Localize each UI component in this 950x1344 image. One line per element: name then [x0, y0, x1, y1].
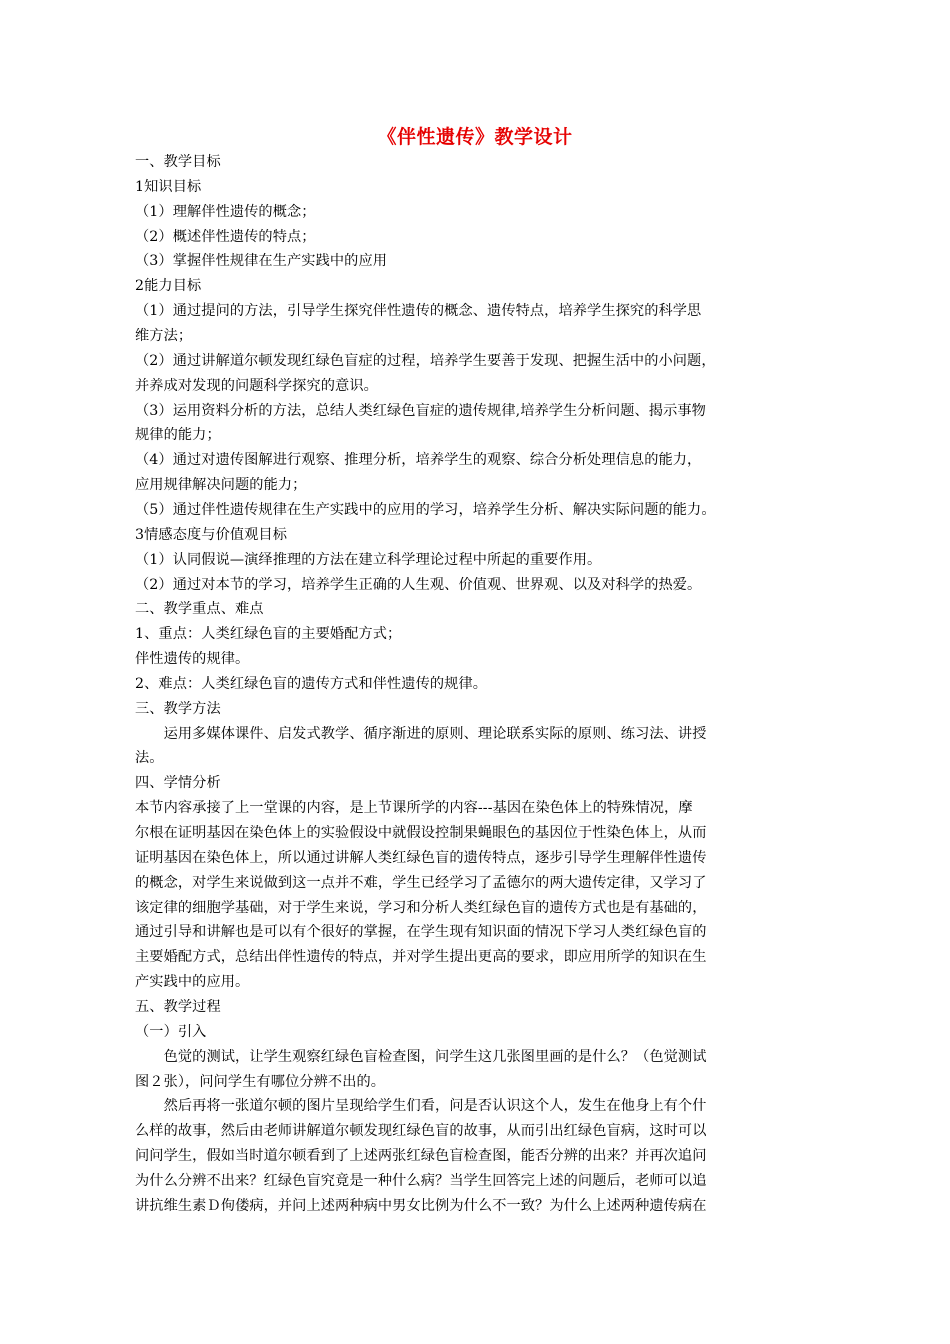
- text-line: （2）通过对本节的学习，培养学生正确的人生观、价值观、世界观、以及对科学的热爱。: [135, 576, 702, 593]
- text-line: （一）引入: [135, 1023, 207, 1040]
- text-line: 五、教学过程: [135, 998, 221, 1015]
- text-line: 为什么分辨不出来？红绿色盲究竟是一种什么病？当学生回答完上述的问题后，老师可以追: [135, 1172, 707, 1189]
- text-line: 伴性遗传的规律。: [135, 651, 250, 667]
- text-line: 尔根在证明基因在染色体上的实验假设中就假设控制果蝇眼色的基因位于性染色体上，从而: [135, 825, 707, 841]
- text-line: 问问学生，假如当时道尔顿看到了上述两张红绿色盲检查图，能否分辨的出来？并再次追问: [135, 1148, 707, 1164]
- text-line: （3）掌握伴性规律在生产实践中的应用: [135, 253, 388, 270]
- text-line: （1）认同假说—演绎推理的方法在建立科学理论过程中所起的重要作用。: [135, 551, 602, 568]
- text-line: 么样的故事，然后由老师讲解道尔顿发现红绿色盲的故事，从而引出红绿色盲病，这时可以: [135, 1123, 707, 1140]
- text-line: 二、教学重点、难点: [135, 601, 264, 618]
- text-line: 一、教学目标: [135, 154, 221, 170]
- text-line: 产实践中的应用。: [135, 974, 250, 991]
- text-line: 3情感态度与价值观目标: [135, 526, 288, 543]
- text-line: 图２张），问问学生有哪位分辨不出的。: [135, 1073, 386, 1090]
- text-line: （1）理解伴性遗传的概念；: [135, 203, 316, 220]
- text-line: 规律的能力；: [135, 427, 221, 444]
- text-line: 四、学情分析: [135, 775, 221, 792]
- text-line: 法。: [135, 750, 164, 767]
- text-line: 应用规律解决问题的能力；: [135, 477, 307, 494]
- text-line: （2）概述伴性遗传的特点；: [135, 228, 316, 245]
- text-line: 维方法；: [135, 328, 193, 344]
- text-line: 证明基因在染色体上，所以通过讲解人类红绿色盲的遗传特点，逐步引导学生理解伴性遗传: [135, 849, 707, 866]
- text-line: 色觉的测试，让学生观察红绿色盲检查图，问学生这几张图里画的是什么？（色觉测试: [135, 1048, 707, 1065]
- text-line: 并养成对发现的问题科学探究的意识。: [135, 377, 378, 394]
- text-line: 2、难点：人类红绿色盲的遗传方式和伴性遗传的规律。: [135, 675, 488, 692]
- text-line: 主要婚配方式，总结出伴性遗传的特点，并对学生提出更高的要求，即应用所学的知识在生: [135, 949, 707, 966]
- text-line: （4）通过对遗传图解进行观察、推理分析，培养学生的观察、综合分析处理信息的能力，: [135, 452, 702, 469]
- text-line: 1知识目标: [135, 178, 202, 195]
- text-line: （1）通过提问的方法，引导学生探究伴性遗传的概念、遗传特点，培养学生探究的科学思: [135, 303, 702, 320]
- text-line: 运用多媒体课件、启发式教学、循序渐进的原则、理论联系实际的原则、练习法、讲授: [135, 725, 707, 742]
- text-line: 讲抗维生素Ｄ佝偻病，并问上述两种病中男女比例为什么不一致？为什么上述两种遗传病在: [135, 1197, 707, 1214]
- text-line: （3）运用资料分析的方法，总结人类红绿色盲症的遗传规律,培养学生分析问题、揭示事物: [135, 402, 706, 419]
- text-line: （2）通过讲解道尔顿发现红绿色盲症的过程，培养学生要善于发现、把握生活中的小问题，: [135, 352, 716, 369]
- text-line: 然后再将一张道尔顿的图片呈现给学生们看，问是否认识这个人，发生在他身上有个什: [135, 1098, 707, 1115]
- text-line: 本节内容承接了上一堂课的内容，是上节课所学的内容---基因在染色体上的特殊情况，摩: [135, 800, 693, 817]
- text-line: 2能力目标: [135, 278, 202, 295]
- text-line: 该定律的细胞学基础，对于学生来说，学习和分析人类红绿色盲的遗传方式也是有基础的，: [135, 899, 707, 916]
- text-line: （5）通过伴性遗传规律在生产实践中的应用的学习，培养学生分析、解决实际问题的能力。: [135, 501, 716, 518]
- text-line: 通过引导和讲解也是可以有个很好的掌握，在学生现有知识面的情况下学习人类红绿色盲的: [135, 924, 707, 941]
- text-line: 三、教学方法: [135, 700, 221, 717]
- text-line: 的概念，对学生来说做到这一点并不难，学生已经学习了孟德尔的两大遗传定律，又学习了: [135, 874, 707, 891]
- text-line: 1、重点：人类红绿色盲的主要婚配方式；: [135, 626, 402, 643]
- document-title: 《伴性遗传》教学设计: [377, 126, 573, 148]
